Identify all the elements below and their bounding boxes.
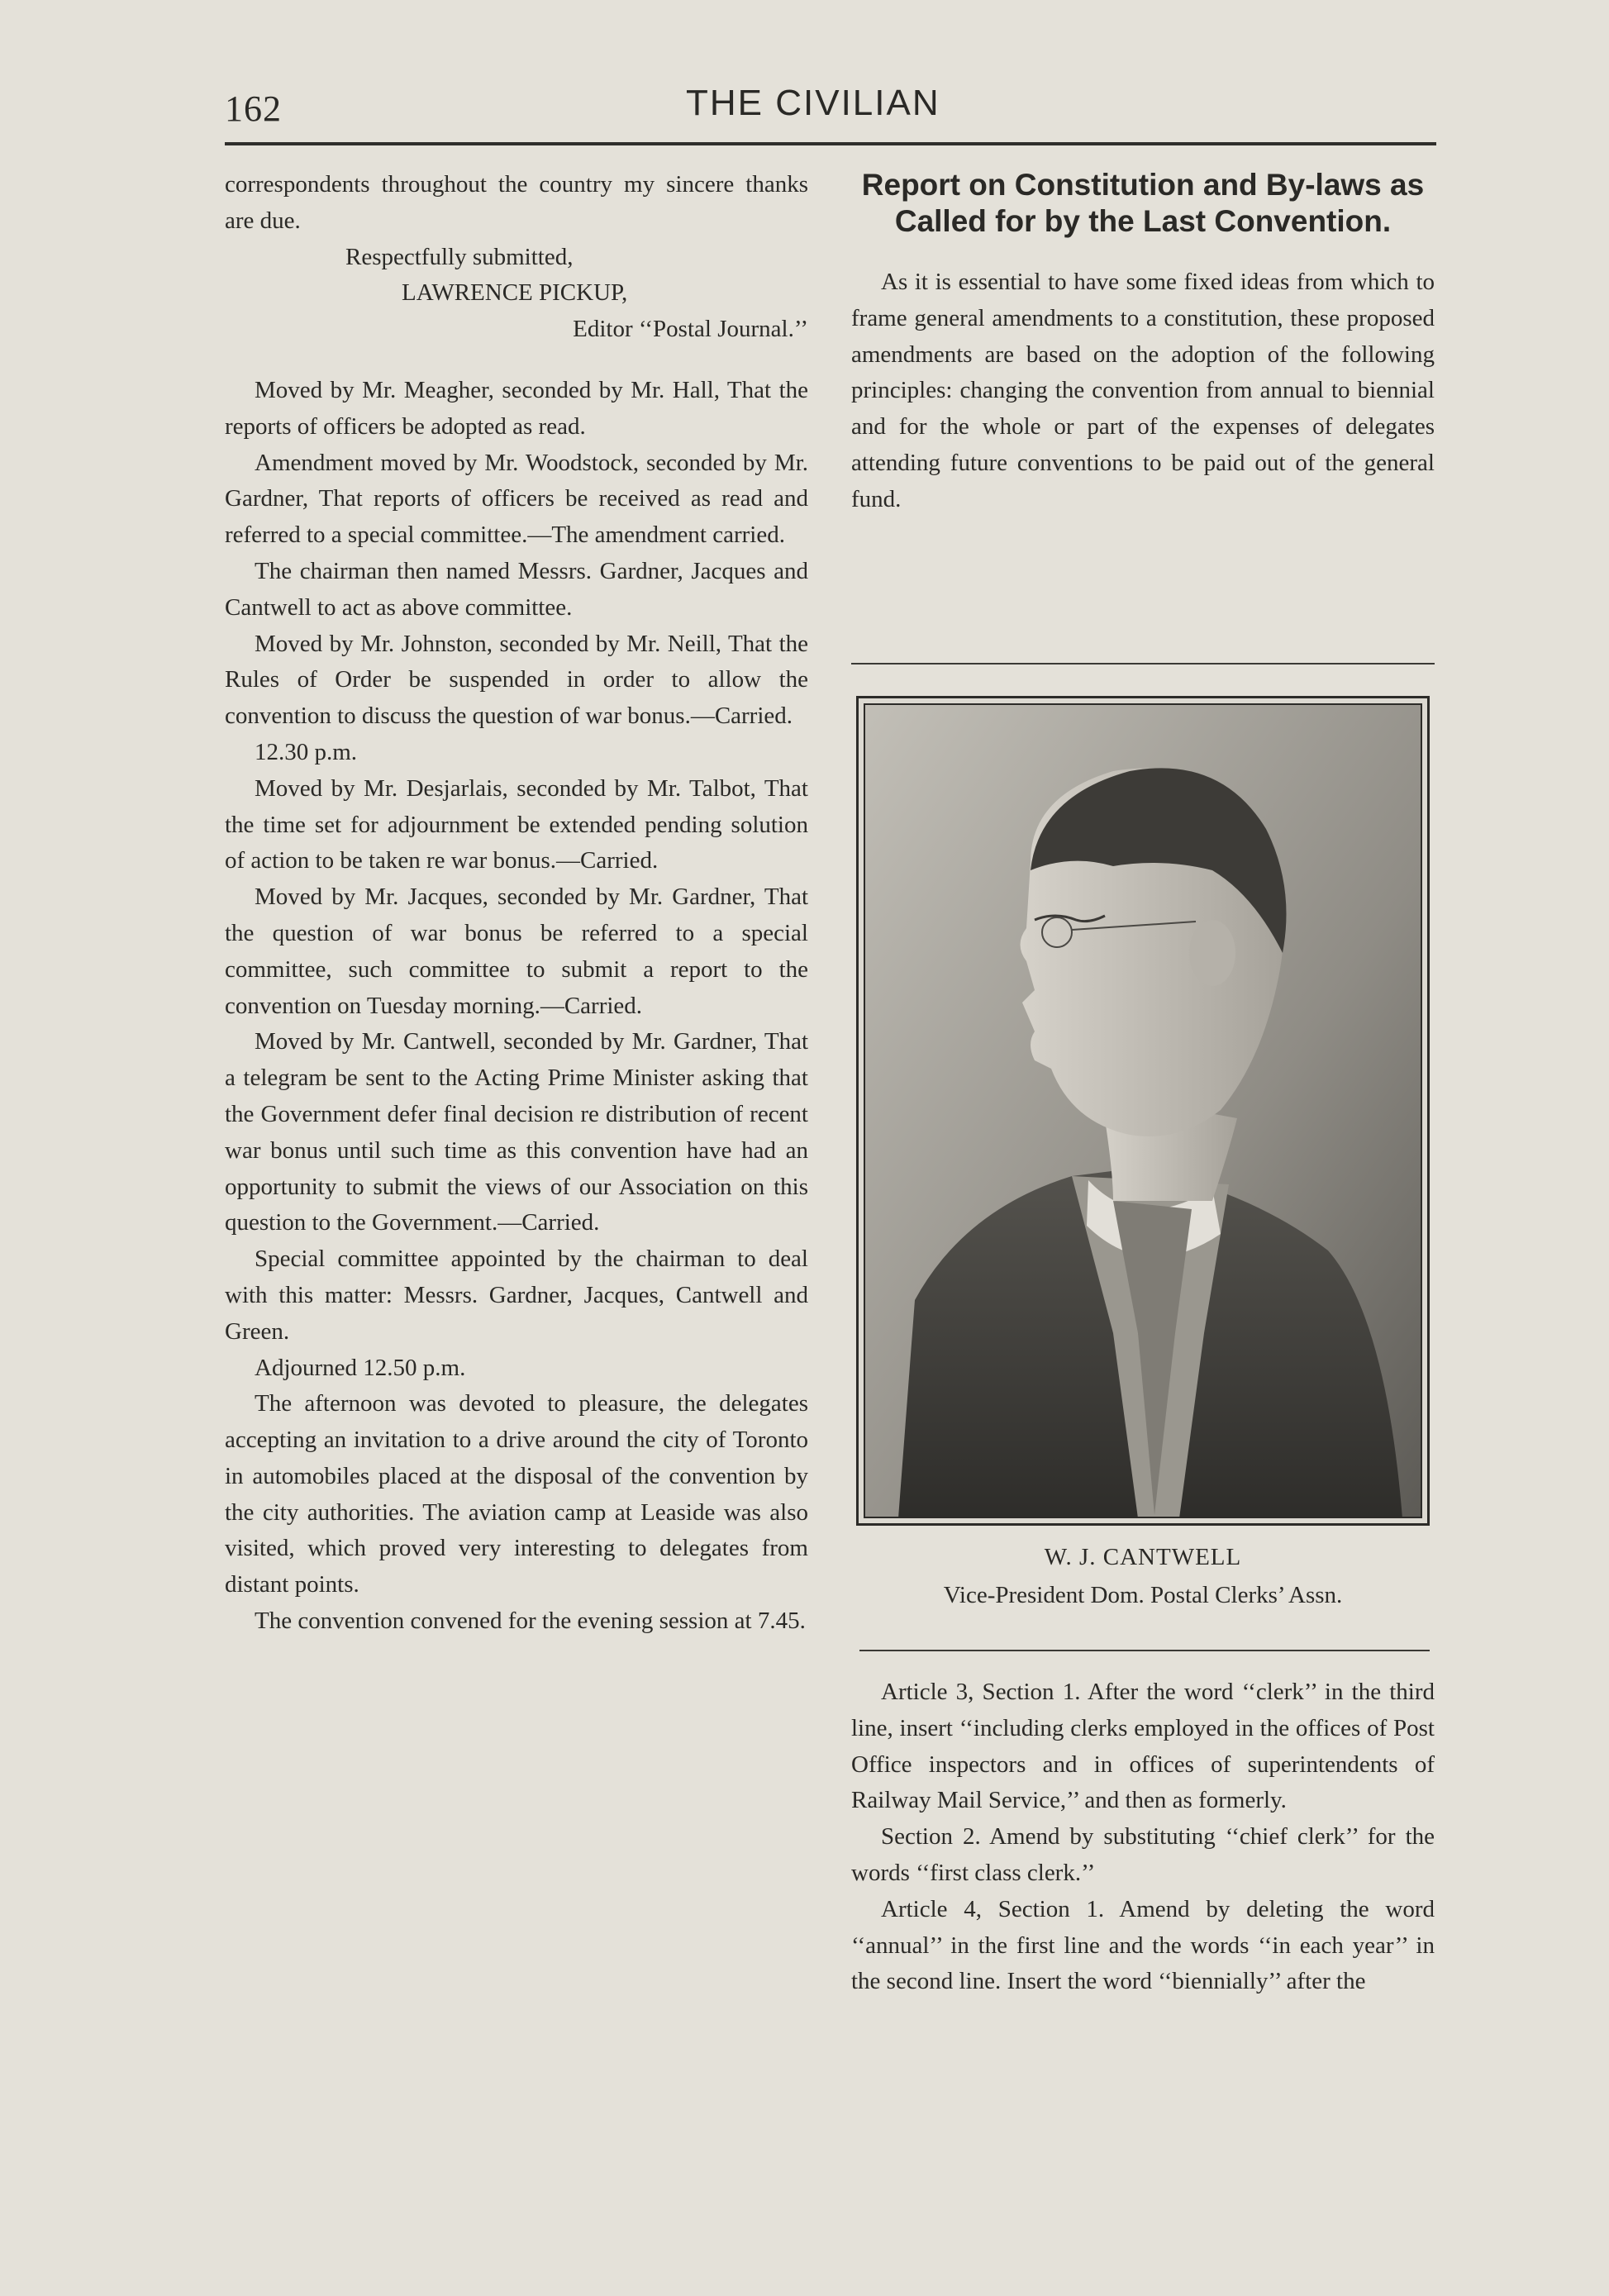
paragraph: Section 2. Amend by substituting ‘‘chief clerk’’ for the words ‘‘first class clerk.’’ bbox=[851, 1823, 1435, 1886]
portrait-frame bbox=[856, 696, 1430, 1526]
right-column-bottom bbox=[851, 1674, 1435, 2000]
portrait-photo bbox=[864, 703, 1422, 1518]
header-rule bbox=[225, 142, 1436, 145]
article-headline: Report on Constitution and By-laws as Called for by the Last Convention. bbox=[861, 168, 1425, 238]
paragraph: The convention convened for the evening session at 7.45. bbox=[255, 1608, 806, 1635]
paragraph: Moved by Mr. Jacques, seconded by Mr. Gardner, That the question of war bonus be referred to a special committee, such committee to submit a report to the convention on Tuesday morning.—Carried. bbox=[225, 884, 808, 1019]
section-divider bbox=[851, 663, 1435, 665]
paragraph: Moved by Mr. Desjarlais, seconded by Mr. Talbot, That the time set for adjournment be extended pending solution of action to be taken re war bonus.—Carried. bbox=[225, 774, 808, 874]
paragraph: Moved by Mr. Cantwell, seconded by Mr. Gardner, That a telegram be sent to the Acting Prime Minister asking that the Government defer final decision re distribution of recent war bonus until such time as this convention have had an opportunity to submit the views of our Association on this question to the Government.—Carried. bbox=[225, 1028, 808, 1236]
page-number: 162 bbox=[225, 88, 282, 129]
paragraph: 12.30 p.m. bbox=[255, 738, 358, 765]
signature-respectfully: Respectfully submitted, bbox=[345, 243, 574, 270]
paragraph: The chairman then named Messrs. Gardner, Jacques and Cantwell to act as above committee. bbox=[225, 557, 808, 621]
paragraph: Moved by Mr. Johnston, seconded by Mr. Neill, That the Rules of Order be suspended in order to allow the convention to discuss the question of war bonus.—Carried. bbox=[225, 630, 808, 730]
paragraph: Article 3, Section 1. After the word ‘‘clerk’’ in the third line, insert ‘‘including clerks employed in the offices of Post Office inspectors and in offices of superintendents of Railway Mail Service,’’ and then as formerly. bbox=[851, 1679, 1435, 1814]
portrait-illustration bbox=[865, 705, 1422, 1518]
running-title: THE CIVILIAN bbox=[686, 83, 940, 123]
photo-caption-title: Vice-President Dom. Postal Clerks’ Assn. bbox=[943, 1582, 1343, 1608]
right-column-top bbox=[851, 167, 1435, 518]
paragraph: As it is essential to have some fixed ideas from which to frame general amendments to a constitution, these proposed amendments are based on the adoption of the following principles: changing the convention from annual to biennial and for the whole or part of the expenses of delegates attending future conventions to be paid out of the general fund. bbox=[851, 269, 1435, 512]
signature-role: Editor ‘‘Postal Journal.’’ bbox=[573, 316, 808, 343]
paragraph: The afternoon was devoted to pleasure, the delegates accepting an invitation to a drive around the city of Toronto in automobiles placed at the disposal of the convention by the city authorities. The aviation camp at Leaside was also visited, which proved very interesting to delegates from distant points. bbox=[225, 1390, 808, 1598]
paragraph: correspondents throughout the country my sincere thanks are due. bbox=[225, 171, 808, 234]
left-column bbox=[225, 167, 808, 1640]
paragraph: Article 4, Section 1. Amend by deleting the word ‘‘annual’’ in the first line and the words ‘‘in each year’’ in the second line. Insert the word ‘‘biennially’’ after the bbox=[851, 1895, 1435, 1995]
paragraph: Adjourned 12.50 p.m. bbox=[255, 1354, 466, 1381]
photo-caption-name: W. J. CANTWELL bbox=[1044, 1544, 1242, 1570]
paragraph: Special committee appointed by the chairman to deal with this matter: Messrs. Gardner, Jacques, Cantwell and Green. bbox=[225, 1246, 808, 1345]
signature-name: LAWRENCE PICKUP, bbox=[402, 279, 628, 307]
paragraph: Amendment moved by Mr. Woodstock, seconded by Mr. Gardner, That reports of officers be received as read and referred to a special committee.—The amendment carried. bbox=[225, 449, 808, 549]
paragraph: Moved by Mr. Meagher, seconded by Mr. Hall, That the reports of officers be adopted as read. bbox=[225, 376, 808, 440]
caption-divider bbox=[859, 1650, 1430, 1651]
